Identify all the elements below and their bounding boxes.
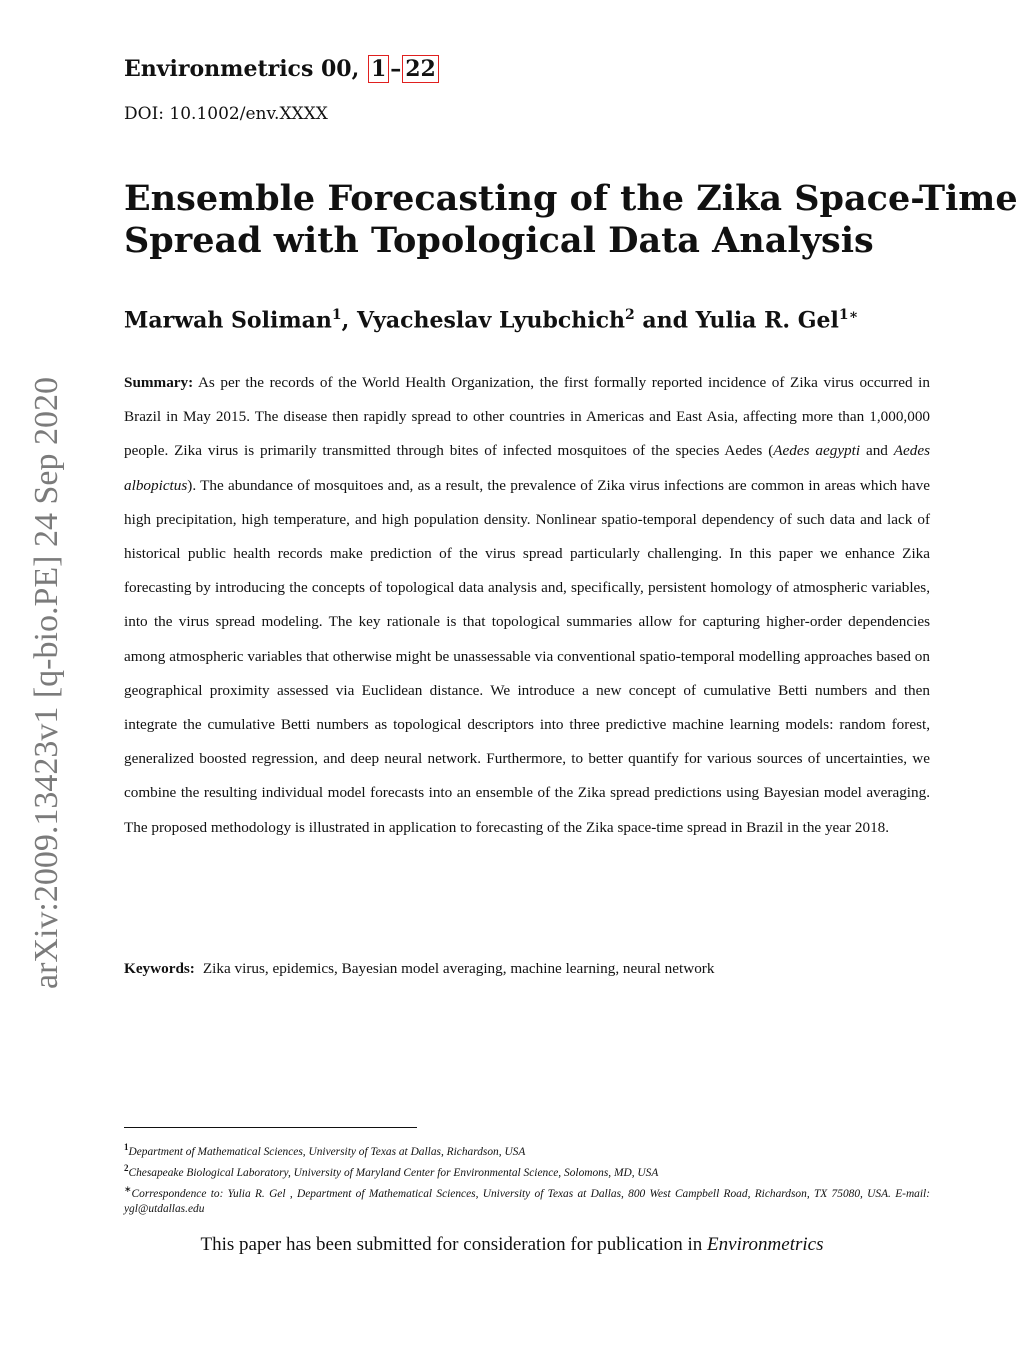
doi: DOI: 10.1002/env.XXXX bbox=[124, 104, 328, 124]
author-separator: , bbox=[341, 307, 357, 334]
footnote-mark: 1 bbox=[124, 1142, 129, 1152]
footnote-rule bbox=[124, 1127, 417, 1128]
author-name: Marwah Soliman bbox=[124, 307, 332, 334]
footnote bbox=[124, 1181, 930, 1218]
author-separator: and bbox=[634, 307, 696, 334]
footnote bbox=[124, 1160, 930, 1181]
author-name: Yulia R. Gel bbox=[695, 307, 839, 334]
footnotes bbox=[124, 1139, 930, 1217]
author-name: Vyacheslav Lyubchich bbox=[356, 307, 625, 334]
abstract bbox=[124, 366, 930, 845]
page-range-dash: – bbox=[390, 56, 402, 82]
abstract-label: Summary: bbox=[124, 374, 194, 391]
abstract-text: As per the records of the World Health Organization, the first formally reported incidence of Zika virus occurred in Brazil in May 2015. The disease then rapidly spread to other countries in Americas and East Asia, affecting more than 1,000,000 people. Zika virus is primarily transmitted through bites of infected mosquitoes of the species Aedes ( bbox=[124, 374, 930, 460]
abstract-text: ). The abundance of mosquitoes and, as a result, the prevalence of Zika virus infections are common in areas which have high precipitation, high temperature, and high population density. Nonlinear spatio-temporal dependency of such data and lack of historical public health records make prediction of the virus spread particularly challenging. In this paper we enhance Zika forecasting by introducing the concepts of topological data analysis and, specifically, persistent homology of atmospheric variables, into the virus spread modeling. The key rationale is that topological summaries allow for capturing higher-order dependencies among atmospheric variables that otherwise might be unassessable via conventional spatio-temporal modelling approaches based on geographical proximity assessed via Euclidean distance. We introduce a new concept of cumulative Betti numbers and then integrate the cumulative Betti numbers as topological descriptors into three predictive machine learning models: random forest, generalized boosted regression, and deep neural network. Furthermore, to better quantify for various sources of uncertainties, we combine the resulting individual model forecasts into an ensemble of the Zika spread predictions using Bayesian model averaging. The proposed methodology is illustrated in application to forecasting of the Zika space-time spread in Brazil in the year 2018. bbox=[124, 476, 930, 836]
footnote-mark: ∗ bbox=[124, 1183, 132, 1194]
last-page-link[interactable]: 22 bbox=[402, 55, 439, 83]
abstract-text: and bbox=[860, 442, 894, 460]
submission-journal-name: Environmetrics bbox=[707, 1234, 824, 1255]
paper-title bbox=[124, 178, 1018, 262]
submission-note-text: This paper has been submitted for consideration for publication in bbox=[200, 1234, 708, 1255]
keywords-label: Keywords: bbox=[124, 960, 195, 977]
species-name: Aedes aegypti bbox=[773, 442, 861, 460]
title-line-2: Spread with Topological Data Analysis bbox=[124, 220, 874, 261]
affiliation-mark: 1 bbox=[331, 307, 342, 323]
footnote-text: Department of Mathematical Sciences, University of Texas at Dallas, Richardson, USA bbox=[128, 1145, 526, 1158]
submission-note bbox=[0, 1234, 1024, 1256]
footnote-text: Correspondence to: Yulia R. Gel , Department of Mathematical Sciences, University of Texas at Dallas, 800 West Campbell Road, Richardson, TX 75080, USA. E-mail: ygl@utdallas.edu bbox=[124, 1187, 930, 1216]
author-list bbox=[124, 307, 858, 333]
footnote-mark: 2 bbox=[124, 1162, 129, 1173]
keywords bbox=[124, 960, 930, 978]
keywords-text: Zika virus, epidemics, Bayesian model averaging, machine learning, neural network bbox=[202, 960, 715, 977]
arxiv-identifier-stamp: arXiv:2009.13423v1 [q-bio.PE] 24 Sep 2020 bbox=[28, 377, 65, 989]
affiliation-mark: 2 bbox=[624, 307, 635, 323]
journal-name: Environmetrics 00, bbox=[124, 56, 360, 82]
species-name: Aedes albopictus bbox=[124, 442, 931, 494]
footnote-text: Chesapeake Biological Laboratory, University of Maryland Center for Environmental Science, Solomons, MD, USA bbox=[128, 1166, 659, 1179]
first-page-link[interactable]: 1 bbox=[368, 55, 389, 83]
title-line-1: Ensemble Forecasting of the Zika Space-Time bbox=[124, 178, 1018, 219]
journal-citation bbox=[124, 56, 440, 82]
affiliation-mark: 1∗ bbox=[838, 307, 859, 323]
footnote bbox=[124, 1139, 930, 1160]
